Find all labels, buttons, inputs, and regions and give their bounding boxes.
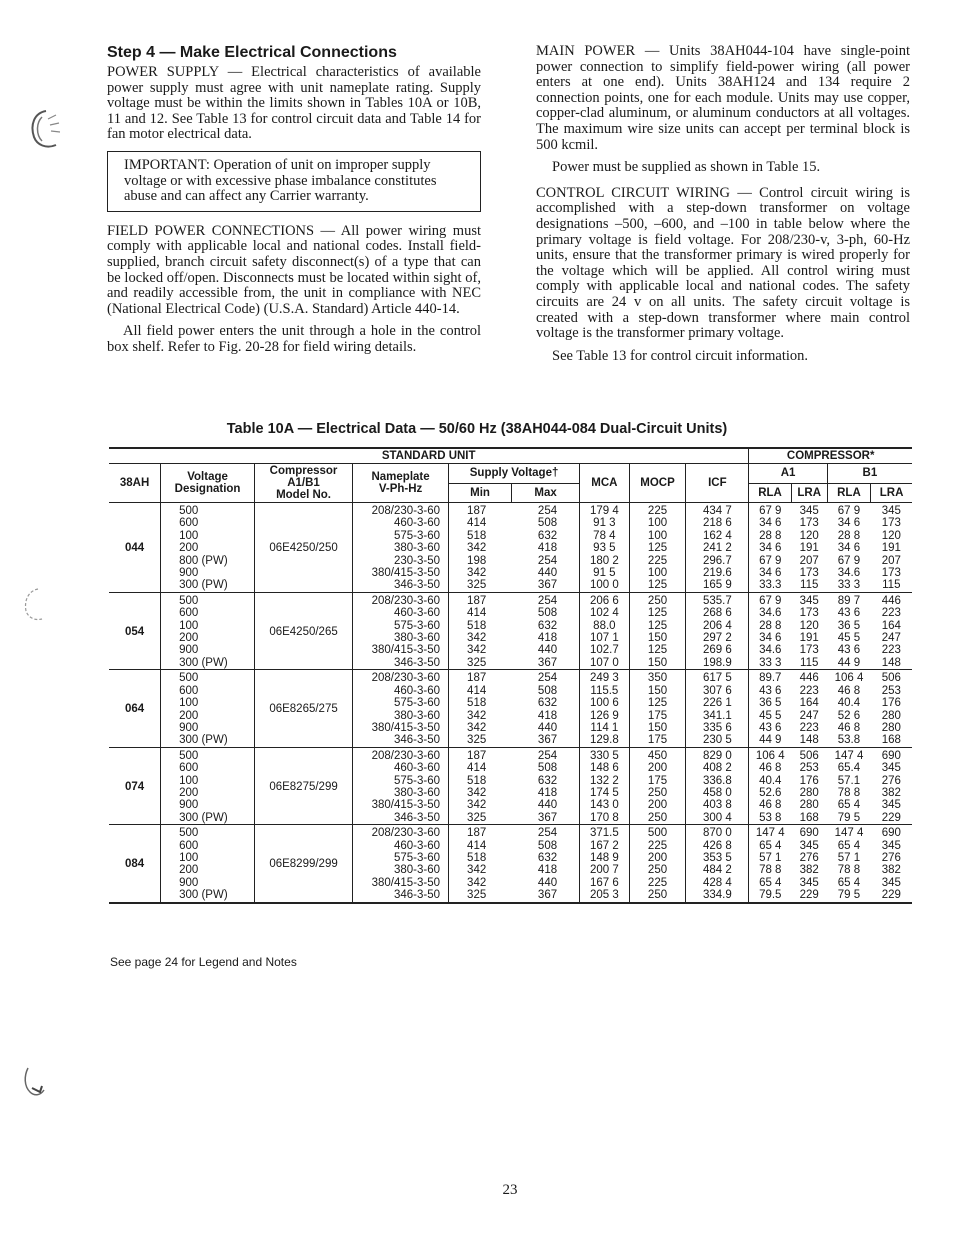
model-cell: 06E8265/275 (255, 670, 353, 747)
table-row (109, 592, 912, 669)
a1-rla-cell: 106 4 46 8 40.4 52.6 46 8 53 8 (749, 747, 791, 824)
a1-lra-cell: 446 223 164 247 223 148 (791, 670, 827, 747)
control-circuit-paragraph: CONTROL CIRCUIT WIRING — Control circuit wiring is accomplished with a step-down transformer on voltage designations –500, –600, and –100 in table below where the primary voltage is field voltage. For 208/230-v, 3-ph, 60-Hz units, ensure that the transformer primary is wired properly for the voltage which will be applied. All control wiring must comply with applicable local and national codes. The safety circuits are 24 v on all units. The safety circuit voltage is created with a step-down transformer where main control voltage is the transformer primary voltage. (536, 184, 910, 342)
nameplate-cell: 208/230-3-60 460-3-60 575-3-60 380-3-60 380/415-3-50 346-3-50 (353, 670, 449, 747)
main-power-paragraph: MAIN POWER — Units 38AH044-104 have single-point power connection to simplify field-power wiring (all power enters at one end). Units 38AH124 and 134 require 2 connection points, one for each module. Units may use copper, copper-clad aluminum, or aluminum conductors at all voltages. The maximum wire size units can accept per terminal block is 500 kcmil. (536, 43, 910, 153)
voltage-cell: 500 600 100 200 800 (PW) 900 300 (PW) (161, 503, 255, 593)
a1-lra-cell: 345 173 120 191 173 115 (791, 592, 827, 669)
a1-header: A1 (749, 464, 827, 484)
b1-header: B1 (827, 464, 912, 484)
b1-lra-cell: 690 345 276 382 345 229 (871, 747, 912, 824)
table-row (109, 825, 912, 903)
model-cell: 06E8275/299 (255, 747, 353, 824)
model-cell: 06E4250/250 (255, 503, 353, 593)
model-cell: 06E4250/265 (255, 592, 353, 669)
unit-group-044 (109, 503, 912, 593)
b1-lra-cell: 345 173 120 191 207 173 115 (871, 503, 912, 593)
a1-lra-cell: 690 345 276 382 345 229 (791, 825, 827, 903)
model-cell: 06E8299/299 (255, 825, 353, 903)
compressor-header: COMPRESSOR* (749, 448, 912, 464)
table-row (109, 670, 912, 747)
unit-group-064 (109, 670, 912, 747)
icf-cell: 617 5 307 6 226 1 341.1 335 6 230 5 (686, 670, 749, 747)
min-cell: 187 414 518 342 198 342 325 (449, 503, 512, 593)
min-header: Min (449, 483, 512, 503)
nameplate-header: Nameplate V-Ph-Hz (353, 464, 449, 503)
table-title: Table 10A — Electrical Data — 50/60 Hz (38AH044-084 Dual-Circuit Units) (226, 421, 728, 437)
a1-rla-cell: 147 4 65 4 57 1 78 8 65 4 79.5 (749, 825, 791, 903)
mca-header: MCA (580, 464, 630, 503)
margin-scan-mark-icon (26, 105, 66, 153)
icf-cell: 829 0 408 2 336.8 458 0 403 8 300 4 (686, 747, 749, 824)
unit-cell: 064 (109, 670, 161, 747)
a1-rla-cell: 89.7 43 6 36 5 45 5 43 6 44 9 (749, 670, 791, 747)
table-row (109, 747, 912, 824)
unit-cell: 054 (109, 592, 161, 669)
b1-lra-cell: 446 223 164 247 223 148 (871, 592, 912, 669)
mca-cell: 249 3 115.5 100 6 126 9 114 1 129.8 (580, 670, 630, 747)
field-power-paragraph-2: All field power enters the unit through a hole in the control box shelf. Refer to Fig. 20-28 for field wiring details. (107, 323, 481, 355)
unit-cell: 044 (109, 503, 161, 593)
min-cell: 187 414 518 342 342 325 (449, 747, 512, 824)
unit-cell: 074 (109, 747, 161, 824)
nameplate-cell: 208/230-3-60 460-3-60 575-3-60 380-3-60 380/415-3-50 346-3-50 (353, 825, 449, 903)
b1-rla-cell: 67 9 34 6 28 8 34 6 67 9 34.6 33 3 (827, 503, 870, 593)
max-cell: 254 508 632 418 440 367 (512, 825, 580, 903)
max-cell: 254 508 632 418 254 440 367 (512, 503, 580, 593)
b1-rla-cell: 106 4 46 8 40.4 52 6 46 8 53.8 (827, 670, 870, 747)
voltage-cell: 500 600 100 200 900 300 (PW) (161, 670, 255, 747)
right-text-column (536, 44, 910, 371)
section-heading: Step 4 — Make Electrical Connections (107, 44, 397, 61)
icf-header: ICF (686, 464, 749, 503)
b1-lra-cell: 506 253 176 280 280 168 (871, 670, 912, 747)
a1-lra-cell: 506 253 176 280 280 168 (791, 747, 827, 824)
max-header: Max (512, 483, 580, 503)
b1-rla-cell: 147 4 65.4 57.1 78 8 65 4 79 5 (827, 747, 870, 824)
voltage-cell: 500 600 100 200 900 300 (PW) (161, 747, 255, 824)
mocp-cell: 500 225 200 250 225 250 (629, 825, 686, 903)
compressor-model-header: Compressor A1/B1 Model No. (255, 464, 353, 503)
nameplate-cell: 208/230-3-60 460-3-60 575-3-60 380-3-60 380/415-3-50 346-3-50 (353, 592, 449, 669)
voltage-cell: 500 600 100 200 900 300 (PW) (161, 825, 255, 903)
b1-rla-header: RLA (827, 483, 870, 503)
mocp-cell: 225 100 100 125 225 100 125 (629, 503, 686, 593)
nameplate-cell: 208/230-3-60 460-3-60 575-3-60 380-3-60 230-3-50 380/415-3-50 346-3-50 (353, 503, 449, 593)
supply-voltage-header: Supply Voltage† (449, 464, 580, 484)
electrical-data-table (109, 447, 912, 904)
mocp-cell: 450 200 175 250 200 250 (629, 747, 686, 824)
unit-column-header: 38AH (119, 477, 150, 489)
main-power-paragraph-2: Power must be supplied as shown in Table 15. (552, 159, 821, 176)
b1-rla-cell: 147 4 65 4 57 1 78 8 65 4 79 5 (827, 825, 870, 903)
min-cell: 187 414 518 342 342 325 (449, 825, 512, 903)
max-cell: 254 508 632 418 440 367 (512, 592, 580, 669)
power-supply-paragraph: POWER SUPPLY — Electrical characteristics of available power supply must agree with unit nameplate rating. Supply voltage must be within the limits shown in Tables 10A or 10B, 11 and 12. See Table 13 for control circuit data and Table 14 for fan motor electrical data. (107, 64, 481, 143)
nameplate-cell: 208/230-3-60 460-3-60 575-3-60 380-3-60 380/415-3-50 346-3-50 (353, 747, 449, 824)
a1-rla-header: RLA (749, 483, 791, 503)
voltage-designation-header: Voltage Designation (161, 464, 255, 503)
mca-cell: 206 6 102 4 88.0 107 1 102.7 107 0 (580, 592, 630, 669)
important-notice-box: IMPORTANT: Operation of unit on improper supply voltage or with excessive phase imbalance constitutes abuse and can affect any Carrier warranty. (107, 151, 481, 212)
min-cell: 187 414 518 342 342 325 (449, 670, 512, 747)
page-number: 23 (502, 1182, 518, 1198)
min-cell: 187 414 518 342 342 325 (449, 592, 512, 669)
field-power-paragraph: FIELD POWER CONNECTIONS — All power wiring must comply with applicable local and national codes. Install field-supplied, branch circuit safety disconnect(s) of a type that can be locked off/open. Disconnects must be located within sight of, and readily accessible from, the unit in compliance with NEC (National Electrical Code) (U.S.A. Standard) Article 440-14. (107, 222, 481, 317)
a1-lra-cell: 345 173 120 191 207 173 115 (791, 503, 827, 593)
mca-cell: 330 5 148 6 132 2 174 5 143 0 170 8 (580, 747, 630, 824)
mocp-cell: 250 125 125 150 125 150 (629, 592, 686, 669)
voltage-cell: 500 600 100 200 900 300 (PW) (161, 592, 255, 669)
control-circuit-paragraph-2: See Table 13 for control circuit information. (552, 347, 809, 364)
icf-cell: 535.7 268 6 206 4 297 2 269 6 198.9 (686, 592, 749, 669)
table-footnote: See page 24 for Legend and Notes (110, 955, 297, 969)
unit-group-084 (109, 825, 912, 903)
unit-cell: 084 (109, 825, 161, 903)
max-cell: 254 508 632 418 440 367 (512, 747, 580, 824)
standard-unit-header: STANDARD UNIT (109, 448, 749, 464)
margin-punch-mark-icon (20, 585, 50, 625)
mca-cell: 371.5 167 2 148 9 200 7 167 6 205 3 (580, 825, 630, 903)
b1-lra-header: LRA (871, 483, 912, 503)
mocp-cell: 350 150 125 175 150 175 (629, 670, 686, 747)
unit-group-074 (109, 747, 912, 824)
unit-group-054 (109, 592, 912, 669)
icf-cell: 870 0 426 8 353 5 484 2 428 4 334.9 (686, 825, 749, 903)
a1-rla-cell: 67 9 34.6 28 8 34 6 34.6 33 3 (749, 592, 791, 669)
mocp-header: MOCP (629, 464, 686, 503)
a1-rla-cell: 67 9 34 6 28 8 34 6 67 9 34 6 33.3 (749, 503, 791, 593)
left-text-column (107, 44, 481, 363)
a1-lra-header: LRA (791, 483, 827, 503)
icf-cell: 434 7 218 6 162 4 241 2 296.7 219.6 165 9 (686, 503, 749, 593)
mca-cell: 179 4 91 3 78 4 93 5 180 2 91 5 100 0 (580, 503, 630, 593)
margin-punch-mark-icon-2 (18, 1062, 48, 1102)
b1-rla-cell: 89 7 43 6 36 5 45 5 43 6 44 9 (827, 592, 870, 669)
table-row (109, 503, 912, 593)
max-cell: 254 508 632 418 440 367 (512, 670, 580, 747)
b1-lra-cell: 690 345 276 382 345 229 (871, 825, 912, 903)
